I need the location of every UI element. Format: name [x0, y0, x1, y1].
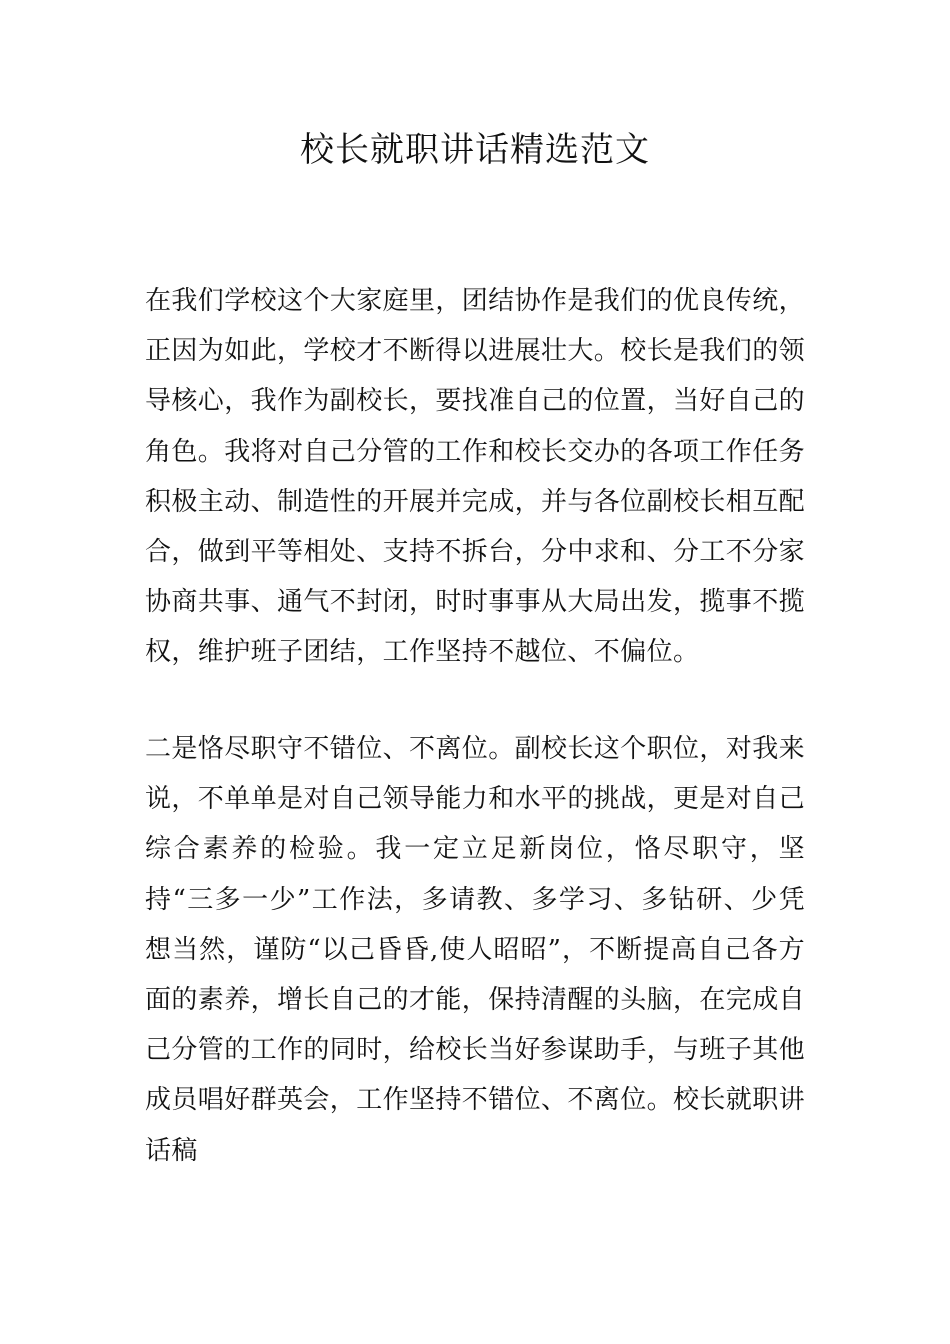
- paragraph-1: 在我们学校这个大家庭里，团结协作是我们的优良传统，正因为如此，学校才不断得以进展壮大。校长是我们的领导核心，我作为副校长，要找准自己的位置，当好自己的角色。我将对自己分管的工作和校长交办的各项工作任务积极主动、制造性的开展并完成，并与各位副校长相互配合，做到平等相处、支持不拆台，分中求和、分工不分家协商共事、通气不封闭，时时事事从大局出发，揽事不揽权，维护班子团结，工作坚持不越位、不偏位。: [145, 286, 806, 668]
- document-title: 校长就职讲话精选范文: [300, 130, 650, 170]
- paragraph-2: 二是恪尽职守不错位、不离位。副校长这个职位，对我来说，不单单是对自己领导能力和水平的挑战，更是对自己综合素养的检验。我一定立足新岗位，恪尽职守，坚持“三多一少”工作法，多请教、多学习、多钻研、少凭想当然，谨防“以己昏昏,使人昭昭”，不断提高自己各方面的素养，增长自己的才能，保持清醒的头脑，在完成自己分管的工作的同时，给校长当好参谋助手，与班子其他成员唱好群英会，工作坚持不错位、不离位。校长就职讲话稿: [145, 734, 806, 1166]
